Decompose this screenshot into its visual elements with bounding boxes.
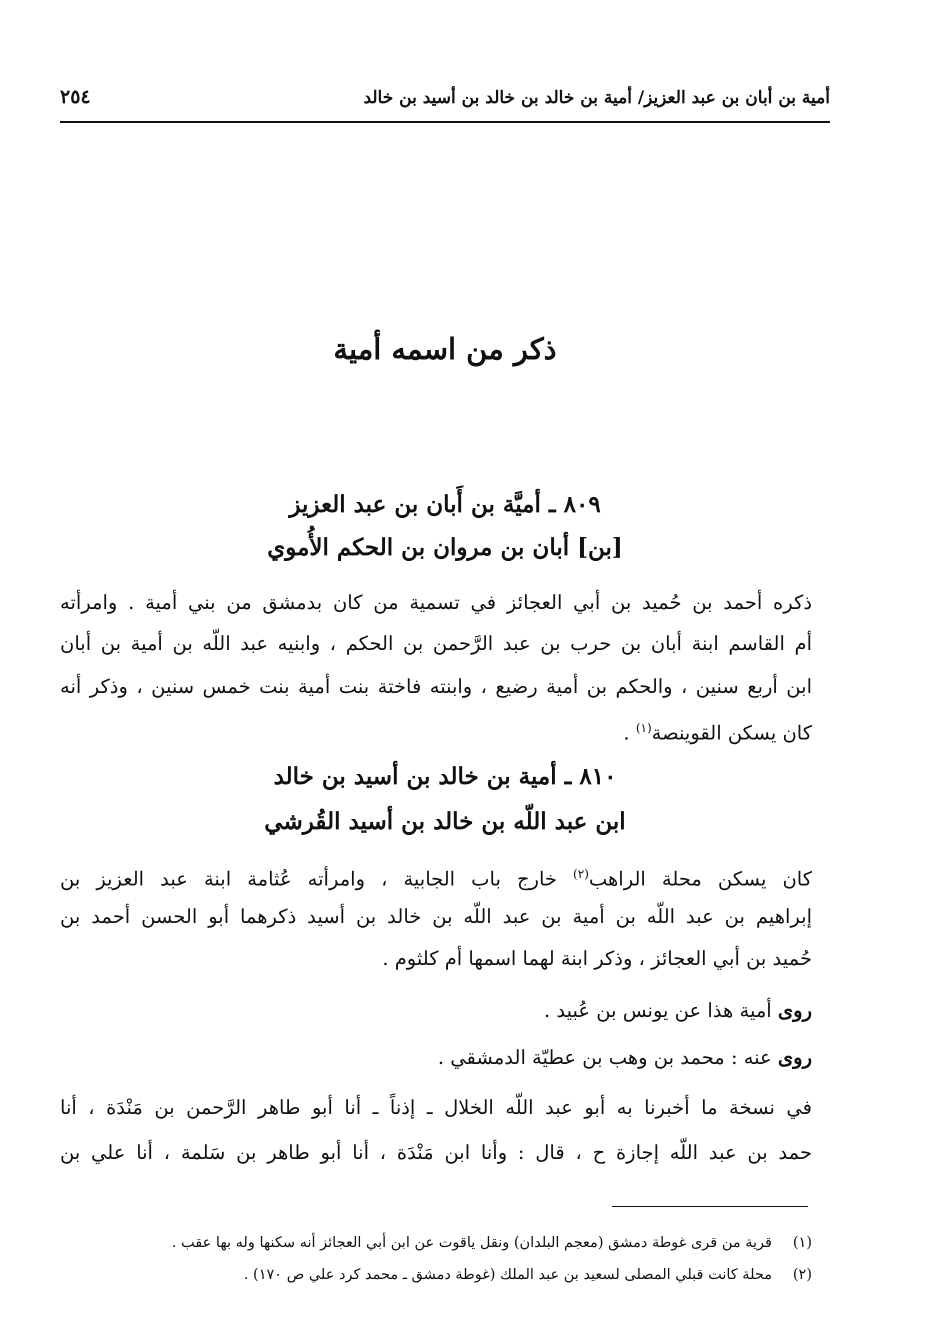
footnote-rule <box>612 1206 808 1207</box>
riwaya-lead: روى <box>777 1046 812 1069</box>
running-head <box>60 84 830 120</box>
page-number: ٢٥٤ <box>60 86 91 108</box>
entry-810-first-line <box>60 859 812 895</box>
riwaya-line <box>60 1043 812 1073</box>
riwaya-text: عنه : محمد بن وهب بن عطيّة الدمشقي . <box>437 1046 778 1069</box>
riwaya-text: أمية هذا عن يونس بن عُبيد . <box>543 999 778 1022</box>
footnote-ref-2: (٢) <box>573 867 589 881</box>
running-head-title: أمية بن أبان بن عبد العزيز/ أمية بن خالد بن خالد بن أسيد بن خالد <box>363 88 830 108</box>
entry-809-heading-line2: [بن] أبان بن مروان بن الحكم الأُموي <box>267 534 623 561</box>
entry-809-last-line <box>60 713 812 749</box>
entry-810-first-line-rest: خارج باب الجابية ، وامرأته عُثامة ابنة عبد العزيز بن <box>60 867 574 891</box>
entry-810-last-line: حُميد بن أبي العجائز ، وذكر ابنة لهما اسمها أم كلثوم . <box>382 947 812 970</box>
header-rule <box>60 121 830 123</box>
footnote-2 <box>60 1264 812 1286</box>
chapter-title: ذكر من اسمه أمية <box>333 332 557 366</box>
entry-809-last-line-text: كان يسكن القوينصة <box>651 721 812 745</box>
isnad-line: حمد بن عبد اللّه إجازة ح ، قال : وأنا ابن مَنْدَة ، أنا أبو طاهر بن سَلمة ، أنا علي بن <box>60 1141 812 1164</box>
isnad-line: في نسخة ما أخبرنا به أبو عبد اللّه الخلال ـ إذناً ـ أنا أبو طاهر الرَّحمن بن مَنْدَة ، أنا <box>60 1096 812 1119</box>
entry-809-line: أم القاسم ابنة أبان بن حرب بن عبد الرَّحمن بن الحكم ، وابنيه عبد اللّه بن أمية بن أبان <box>60 632 812 655</box>
entry-810-first-line-text: كان يسكن محلة الراهب <box>588 867 812 891</box>
entry-809-line: ابن أربع سنين ، والحكم بن أمية رضيع ، وابنته فاختة بنت أمية بنت خمس سنين ، وذكر أنه <box>60 675 812 698</box>
entry-809-heading-line1: ٨٠٩ ـ أميَّة بن أَبان بن عبد العزيز <box>289 491 601 518</box>
entry-810-heading-line1: ٨١٠ ـ أمية بن خالد بن أسيد بن خالد <box>273 763 617 790</box>
footnote-text: قرية من قرى غوطة دمشق (معجم البلدان) ونقل ياقوت عن ابن أبي العجائز أنه سكنها وله بها عقب . <box>171 1235 772 1251</box>
entry-809-last-line-end: . <box>623 721 636 745</box>
entry-810-line: إبراهيم بن عبد اللّه بن أمية بن عبد اللّه بن خالد بن أسيد ذكرهما أبو الحسن أحمد بن <box>60 905 812 928</box>
footnote-number: (١) <box>792 1235 812 1251</box>
footnote-text: محلة كانت قبلي المصلى لسعيد بن عبد الملك (غوطة دمشق ـ محمد كرد علي ص ١٧٠) . <box>243 1267 772 1283</box>
riwaya-line <box>60 996 812 1026</box>
entry-810-heading-line2: ابن عبد اللّه بن خالد بن أسيد القُرشي <box>264 808 626 835</box>
footnote-number: (٢) <box>792 1267 812 1283</box>
footnote-ref-1: (١) <box>635 721 652 735</box>
footnote-1 <box>60 1232 812 1254</box>
riwaya-lead: روى <box>777 999 812 1022</box>
entry-809-line: ذكره أحمد بن حُميد بن أبي العجائز في تسمية من كان بدمشق من بني أمية . وامرأته <box>60 591 812 614</box>
